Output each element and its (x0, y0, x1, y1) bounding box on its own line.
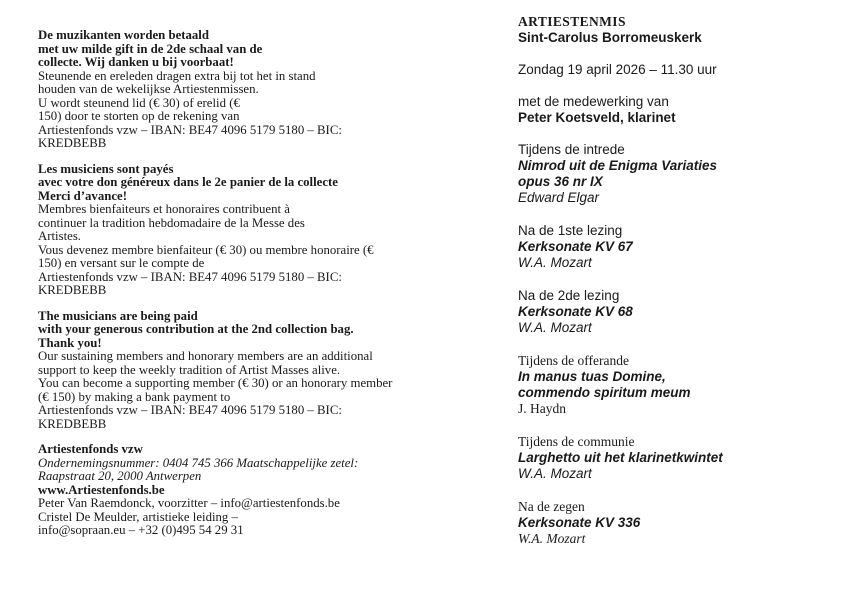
english-notice-heading (38, 310, 478, 351)
text-line: 150) door te storten op de rekening van (38, 109, 240, 123)
dutch-notice-body (38, 70, 478, 151)
text-line: avec votre don généreux dans le 2e panier de la collecte (38, 175, 338, 189)
text-line: commendo spiritum meum (518, 385, 691, 400)
french-notice-body (38, 203, 478, 298)
text-line: collecte. Wij danken u bij voorbaat! (38, 55, 234, 69)
text-line: U wordt steunend lid (€ 30) of erelid (€ (38, 95, 240, 110)
text-line: You can become a supporting member (€ 30) or an honorary member (38, 376, 393, 390)
text-line: opus 36 nr IX (518, 174, 603, 189)
work-title (518, 450, 838, 466)
work-title (518, 369, 838, 401)
event-date: Zondag 19 april 2026 – 11.30 uur (518, 62, 717, 77)
french-notice (38, 163, 478, 298)
composer-name: J. Haydn (518, 401, 566, 416)
program-item-eerste-lezing (518, 223, 838, 271)
text-line: Nimrod uit de Enigma Variaties (518, 158, 718, 173)
composer-name: W.A. Mozart (518, 255, 592, 270)
text-line: Vous devenez membre bienfaiteur (€ 30) ou membre honoraire (€ (38, 242, 374, 257)
text-line: Merci d’avance! (38, 188, 127, 203)
organisation-contacts (38, 497, 478, 538)
organisation-registration (38, 457, 478, 484)
composer-name: W.A. Mozart (518, 320, 592, 335)
text-line: continuer la tradition hebdomadaire de la Messe des (38, 215, 305, 230)
occasion-label: Na de zegen (518, 499, 585, 514)
program-item-communie (518, 434, 838, 482)
work-title (518, 239, 838, 255)
text-line: KREDBEBB (38, 136, 107, 150)
program-item-zegen (518, 499, 838, 547)
composer-name: Edward Elgar (518, 190, 600, 205)
composer-name: W.A. Mozart (518, 466, 592, 481)
text-line: Steunende en ereleden dragen extra bij tot het in stand (38, 68, 316, 83)
church-name: Sint-Carolus Borromeuskerk (518, 30, 702, 45)
event-title: ARTIESTENMIS (518, 14, 626, 29)
event-date-block (518, 62, 838, 78)
occasion-label: Tijdens de communie (518, 434, 635, 449)
text-line: support to keep the weekly tradition of Artist Masses alive. (38, 362, 341, 377)
english-notice (38, 310, 478, 432)
cooperation-line: met de medewerking van (518, 94, 669, 109)
work-title (518, 304, 838, 320)
english-notice-body (38, 350, 478, 431)
text-line: Les musiciens sont payés (38, 161, 174, 176)
text-line: Thank you! (38, 335, 102, 350)
event-header (518, 14, 838, 46)
text-line: Artiestenfonds vzw – IBAN: BE47 4096 5179 5180 – BIC: (38, 122, 342, 137)
performer-name: Peter Koetsveld, klarinet (518, 110, 676, 125)
text-line: In manus tuas Domine, (518, 369, 666, 384)
organisation-info (38, 443, 478, 538)
work-title (518, 515, 838, 531)
text-line: Our sustaining members and honorary members are an additional (38, 349, 373, 363)
text-line: De muzikanten worden betaald (38, 28, 209, 42)
program-item-offerande (518, 353, 838, 417)
occasion-label: Na de 2de lezing (518, 288, 620, 303)
text-line: houden van de wekelijkse Artiestenmissen. (38, 82, 259, 96)
text-line: Artistes. (38, 229, 82, 243)
text-line: 150) en versant sur le compte de (38, 256, 205, 270)
occasion-label: Na de 1ste lezing (518, 223, 623, 238)
text-line: Peter Van Raemdonck, voorzitter – info@artiestenfonds.be (38, 496, 340, 510)
notices-column (38, 29, 478, 550)
program-column (518, 14, 838, 564)
text-line: Artiestenfonds vzw – IBAN: BE47 4096 5179 5180 – BIC: (38, 269, 342, 284)
text-line: Ondernemingsnummer: 0404 745 366 Maatschappelijke zetel: (38, 455, 359, 470)
composer-name: W.A. Mozart (518, 531, 586, 546)
text-line: Membres bienfaiteurs et honoraires contribuent à (38, 202, 290, 216)
text-line: Kerksonate KV 68 (518, 304, 633, 319)
occasion-label: Tijdens de intrede (518, 142, 625, 157)
occasion-label: Tijdens de offerande (518, 353, 629, 368)
french-notice-heading (38, 163, 478, 204)
work-title (518, 158, 838, 190)
dutch-notice (38, 29, 478, 151)
text-line: Cristel De Meulder, artistieke leiding – (38, 509, 238, 524)
text-line: KREDBEBB (38, 283, 107, 297)
program-item-intrede (518, 142, 838, 206)
text-line: (€ 150) by making a bank payment to (38, 389, 231, 404)
text-line: met uw milde gift in de 2de schaal van de (38, 41, 263, 56)
text-line: Kerksonate KV 336 (518, 515, 641, 530)
text-line: Larghetto uit het klarinetkwintet (518, 450, 723, 465)
text-line: with your generous contribution at the 2nd collection bag. (38, 322, 354, 336)
text-line: Artiestenfonds vzw – IBAN: BE47 4096 5179 5180 – BIC: (38, 403, 342, 417)
organisation-website: www.Artiestenfonds.be (38, 482, 165, 497)
organisation-name: Artiestenfonds vzw (38, 442, 143, 456)
performer-block (518, 94, 838, 126)
text-line: KREDBEBB (38, 416, 107, 431)
text-line: Raapstraat 20, 2000 Antwerpen (38, 469, 202, 483)
text-line: The musicians are being paid (38, 308, 198, 323)
program-item-tweede-lezing (518, 288, 838, 336)
text-line: Kerksonate KV 67 (518, 239, 633, 254)
text-line: info@sopraan.eu – +32 (0)495 54 29 31 (38, 523, 244, 537)
dutch-notice-heading (38, 29, 478, 70)
